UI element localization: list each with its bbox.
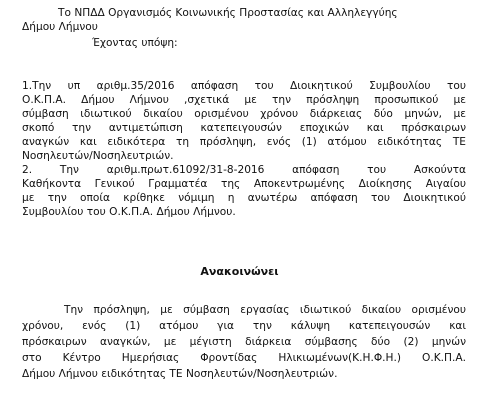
intro-line-2: Δήμου Λήμνου	[22, 21, 98, 33]
intro-considering: Έχοντας υπόψη:	[92, 37, 178, 49]
announce-line-4: στο Κέντρο Ημερήσιας Φροντίδας Ηλικιωμένων(Κ.Η.Φ.Η.) Ο.Κ.Π.Α.	[22, 352, 466, 364]
item-1-line-6: Νοσηλευτών/Νοσηλευτριών.	[22, 150, 174, 162]
item-1-line-1: 1.Την υπ αριθμ.35/2016 απόφαση του Διοικητικού Συμβουλίου του	[22, 80, 466, 92]
item-2-line-2: Καθήκοντα Γενικού Γραμματέα της Αποκεντρωμένης Διοίκησης Αιγαίου	[22, 178, 466, 190]
announce-line-2: χρόνου, ενός (1) ατόμου για την κάλυψη κατεπειγουσών και	[22, 320, 466, 332]
item-2-line-4: Συμβουλίου του Ο.Κ.Π.Α. Δήμου Λήμνου.	[22, 206, 236, 218]
item-1-line-4: σκοπό την αντιμετώπιση κατεπειγουσών εποχικών και πρόσκαιρων	[22, 122, 466, 134]
item-2-line-1: 2. Την αριθμ.πρωτ.61092/31-8-2016 απόφαση του Ασκούντα	[22, 164, 466, 176]
item-2-line-3: με την οποία κρίθηκε νόμιμη η ανωτέρω απόφαση του Διοικητικού	[22, 192, 466, 204]
item-1-line-2: Ο.Κ.Π.Α. Δήμου Λήμνου ,σχετικά με την πρόσληψη προσωπικού με	[22, 94, 466, 106]
item-1-line-3: σύμβαση ιδιωτικού δικαίου ορισμένου χρόνου διάρκειας δύο μηνών, με	[22, 108, 466, 120]
item-1-line-5: αναγκών και ειδικότερα τη πρόσληψη, ενός (1) ατόμου ειδικότητας ΤΕ	[22, 136, 466, 148]
announce-line-3: πρόσκαιρων αναγκών, με μέγιστη διάρκεια σύμβασης δύο (2) μηνών	[22, 336, 466, 348]
announce-line-1: Την πρόσληψη, με σύμβαση εργασίας ιδιωτικού δικαίου ορισμένου	[64, 304, 466, 316]
intro-line-1: Το ΝΠΔΔ Οργανισμός Κοινωνικής Προστασίας και Αλληλεγγύης	[58, 7, 398, 19]
announce-heading: Ανακοινώνει	[200, 265, 279, 278]
announce-line-5: Δήμου Λήμνου ειδικότητας ΤΕ Νοσηλευτών/Νοσηλευτριών.	[22, 368, 338, 380]
